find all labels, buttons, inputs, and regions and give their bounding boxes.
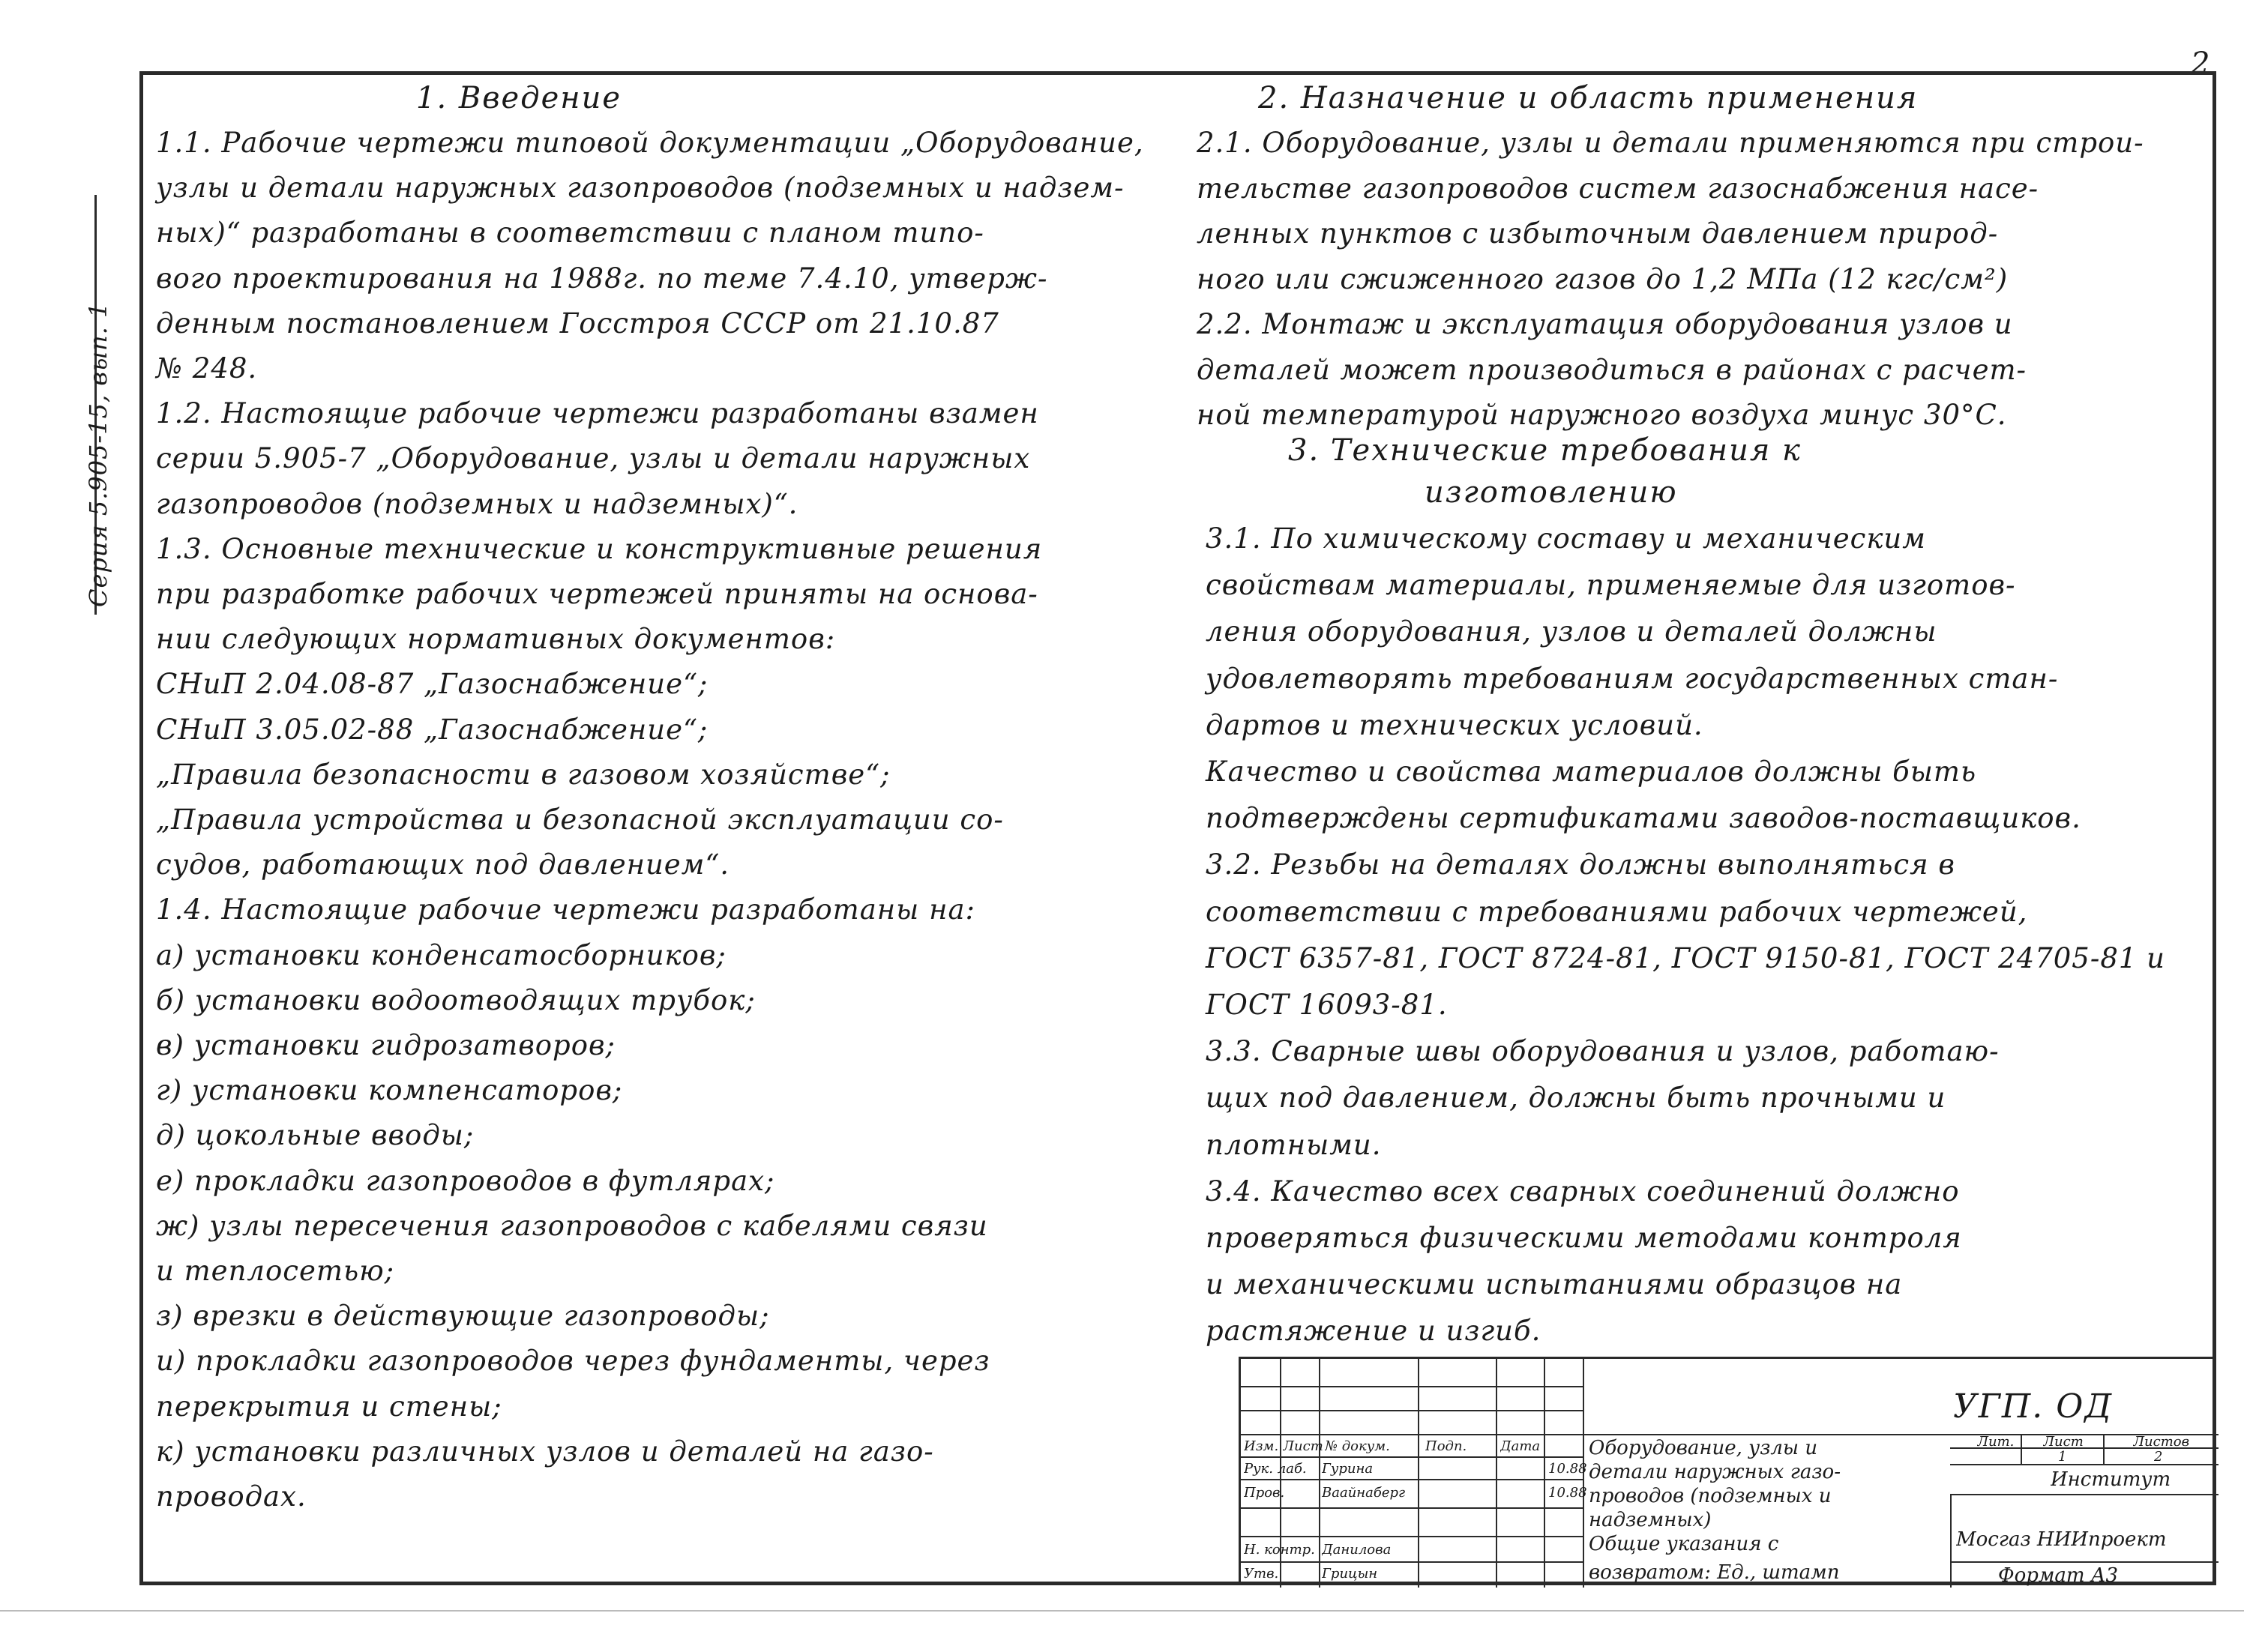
tb-rule [1241,1456,1583,1458]
tb-rule [1241,1410,1583,1411]
text-line: Качество и свойства материалов должны быть [1206,756,1977,788]
text-line: при разработке рабочих чертежей приняты на основа- [156,578,1038,610]
tb-rule [1241,1479,1583,1480]
tb-divider [1418,1359,1419,1588]
tb-format: Формат А3 [1998,1564,2119,1587]
text-line: д) цокольные вводы; [156,1119,475,1152]
tb-col-list: Лист [1283,1438,1323,1454]
tb-rule [1241,1561,1583,1563]
tb-divider [1544,1359,1545,1588]
series-stamp: Серия 5.905-15, вып. 1 [84,301,112,607]
text-line: „Правила безопасности в газовом хозяйстве“; [156,758,891,791]
tb-rule [1241,1434,1583,1435]
text-line: и теплосетью; [156,1255,395,1287]
text-line: проводах. [156,1480,307,1513]
text-line: е) прокладки газопроводов в футлярах; [156,1164,775,1197]
tb-col-izm: Изм. [1244,1438,1279,1454]
text-line: 3.2. Резьбы на деталях должны выполняться в [1206,848,1955,881]
tb-doc-title-line: детали наружных газо- [1589,1461,1841,1483]
tb-role: Пров. [1244,1485,1285,1501]
text-line: ГОСТ 6357-81, ГОСТ 8724-81, ГОСТ 9150-81, ГОСТ 24705-81 и [1206,941,2166,974]
tb-role: Н. контр. [1244,1542,1315,1558]
text-line: ной температурой наружного воздуха минус 30°С. [1197,399,2007,431]
text-line: удовлетворять требованиям государственных стан- [1206,662,2059,695]
text-line: 1.1. Рабочие чертежи типовой документации „Оборудование, [156,127,1144,159]
tb-rule [1241,1536,1583,1537]
tb-divider [2103,1434,2105,1464]
tb-col-sign: Подп. [1425,1438,1467,1454]
text-line: з) врезки в действующие газопроводы; [156,1300,770,1333]
text-line: 3.3. Сварные швы оборудования и узлов, работаю- [1206,1035,2000,1068]
scan-edge [0,1610,2244,1612]
tb-document-code: УГП. ОД [1953,1387,2114,1426]
text-line: 3.4. Качество всех сварных соединений должно [1206,1175,1960,1208]
tb-rule [1950,1561,2219,1563]
tb-organization: Мосгаз НИИпроект [1956,1528,2167,1551]
section-1-title: 1. Введение [416,81,622,115]
text-line: 1.4. Настоящие рабочие чертежи разработаны на: [156,893,975,926]
section-3-title-cont: изготовлению [1425,475,1678,510]
text-line: „Правила устройства и безопасной эксплуатации со- [156,804,1004,836]
text-line: б) установки водоотводящих трубок; [156,983,756,1016]
text-line: СНиП 3.05.02-88 „Газоснабжение“; [156,713,709,746]
tb-name: Гурина [1322,1461,1374,1477]
text-line: перекрытия и стены; [156,1390,502,1423]
tb-rule [1583,1434,2219,1435]
tb-rule [1241,1507,1583,1509]
tb-role: Утв. [1244,1566,1279,1582]
text-line: ных)“ разработаны в соответствии с планом типо- [156,217,984,250]
text-line: 2.1. Оборудование, узлы и детали применяются при строи- [1197,127,2144,159]
text-line: 1.2. Настоящие рабочие чертежи разработаны взамен [156,397,1039,430]
text-line: газопроводов (подземных и надземных)“. [156,487,798,520]
tb-divider [1950,1494,1952,1588]
tb-rule [1950,1494,2219,1495]
tb-date: 10.88 [1548,1461,1587,1477]
tb-stage-sheets-value: 2 [2154,1449,2163,1465]
text-line: к) установки различных узлов и деталей на газо- [156,1435,934,1468]
tb-divider [1496,1359,1497,1588]
text-line: серии 5.905-7 „Оборудование, узлы и детали наружных [156,442,1031,475]
tb-divider [1319,1359,1320,1588]
text-line: ж) узлы пересечения газопроводов с кабелями связи [156,1209,988,1242]
tb-name: Грицын [1322,1566,1378,1582]
text-line: ленных пунктов с избыточным давлением природ- [1197,217,1999,250]
text-line: узлы и детали наружных газопроводов (подземных и надзем- [156,172,1125,205]
text-line: ления оборудования, узлов и деталей должны [1206,615,1937,648]
text-line: в) установки гидрозатворов; [156,1029,616,1061]
tb-stage-sheets: Листов [2133,1434,2190,1450]
tb-col-doc: № докум. [1325,1438,1390,1454]
text-line: 1.3. Основные технические и конструктивные решения [156,532,1043,565]
text-line: г) установки компенсаторов; [156,1074,623,1107]
section-2-title: 2. Назначение и область применения [1258,81,1919,115]
text-line: подтверждены сертификатами заводов-поставщиков. [1206,802,2081,835]
text-line: ного или сжиженного газов до 1,2 МПа (12 кгс/см²) [1197,262,2009,295]
text-line: СНиП 2.04.08-87 „Газоснабжение“; [156,668,709,701]
text-line: соответствии с требованиями рабочих чертежей, [1206,895,2028,928]
tb-doc-title-line: надземных) [1589,1509,1712,1531]
text-line: деталей может производиться в районах с расчет- [1197,353,2027,386]
text-line: 2.2. Монтаж и эксплуатация оборудования узлов и [1197,308,2013,340]
tb-date: 10.88 [1548,1485,1587,1501]
text-line: а) установки конденсатосборников; [156,938,727,971]
text-line: вого проектирования на 1988г. по теме 7.4.10, утверж- [156,262,1048,295]
tb-divider [2021,1434,2022,1464]
text-line: и) прокладки газопроводов через фундаменты, через [156,1345,990,1378]
tb-stage-sheet-value: 1 [2058,1449,2067,1465]
text-line: ГОСТ 16093-81. [1206,989,1448,1021]
text-line: нии следующих нормативных документов: [156,623,836,656]
text-line: № 248. [156,352,258,385]
tb-stage-sheet: Лист [2043,1434,2084,1450]
tb-col-date: Дата [1500,1438,1541,1454]
text-line: тельстве газопроводов систем газоснабжения насе- [1197,172,2039,205]
text-line: плотными. [1206,1128,1382,1161]
text-line: и механическими испытаниями образцов на [1206,1268,1903,1301]
tb-name: Данилова [1322,1542,1392,1558]
text-line: свойствам материалы, применяемые для изготов- [1206,569,2016,602]
text-line: проверяться физическими методами контроля [1206,1222,1962,1254]
tb-rule [1950,1464,2219,1465]
sheet-number: 2 [2191,46,2210,81]
text-line: судов, работающих под давлением“. [156,848,730,881]
tb-institute: Институт [2051,1468,2171,1491]
text-line: растяжение и изгиб. [1206,1315,1541,1348]
tb-rule [1241,1386,1583,1387]
tb-role: Рук. лаб. [1244,1461,1307,1477]
tb-doc-title-line: Общие указания с [1589,1533,1779,1555]
tb-stage-lit: Лит. [1977,1434,2015,1450]
text-line: денным постановлением Госстроя СССР от 21.10.87 [156,307,999,340]
title-block [1239,1357,2216,1585]
tb-doc-title-line: проводов (подземных и [1589,1485,1832,1507]
text-line: дартов и технических условий. [1206,708,1703,741]
section-3-title: 3. Технические требования к [1288,433,1802,468]
text-line: 3.1. По химическому составу и механическим [1206,522,1926,555]
tb-name: Ваайнаберг [1322,1485,1406,1501]
text-line: щих под давлением, должны быть прочными и [1206,1082,1946,1115]
tb-doc-title-line: Оборудование, узлы и [1589,1437,1818,1459]
tb-doc-title-line: возвратом: Ед., штамп [1589,1561,1840,1584]
